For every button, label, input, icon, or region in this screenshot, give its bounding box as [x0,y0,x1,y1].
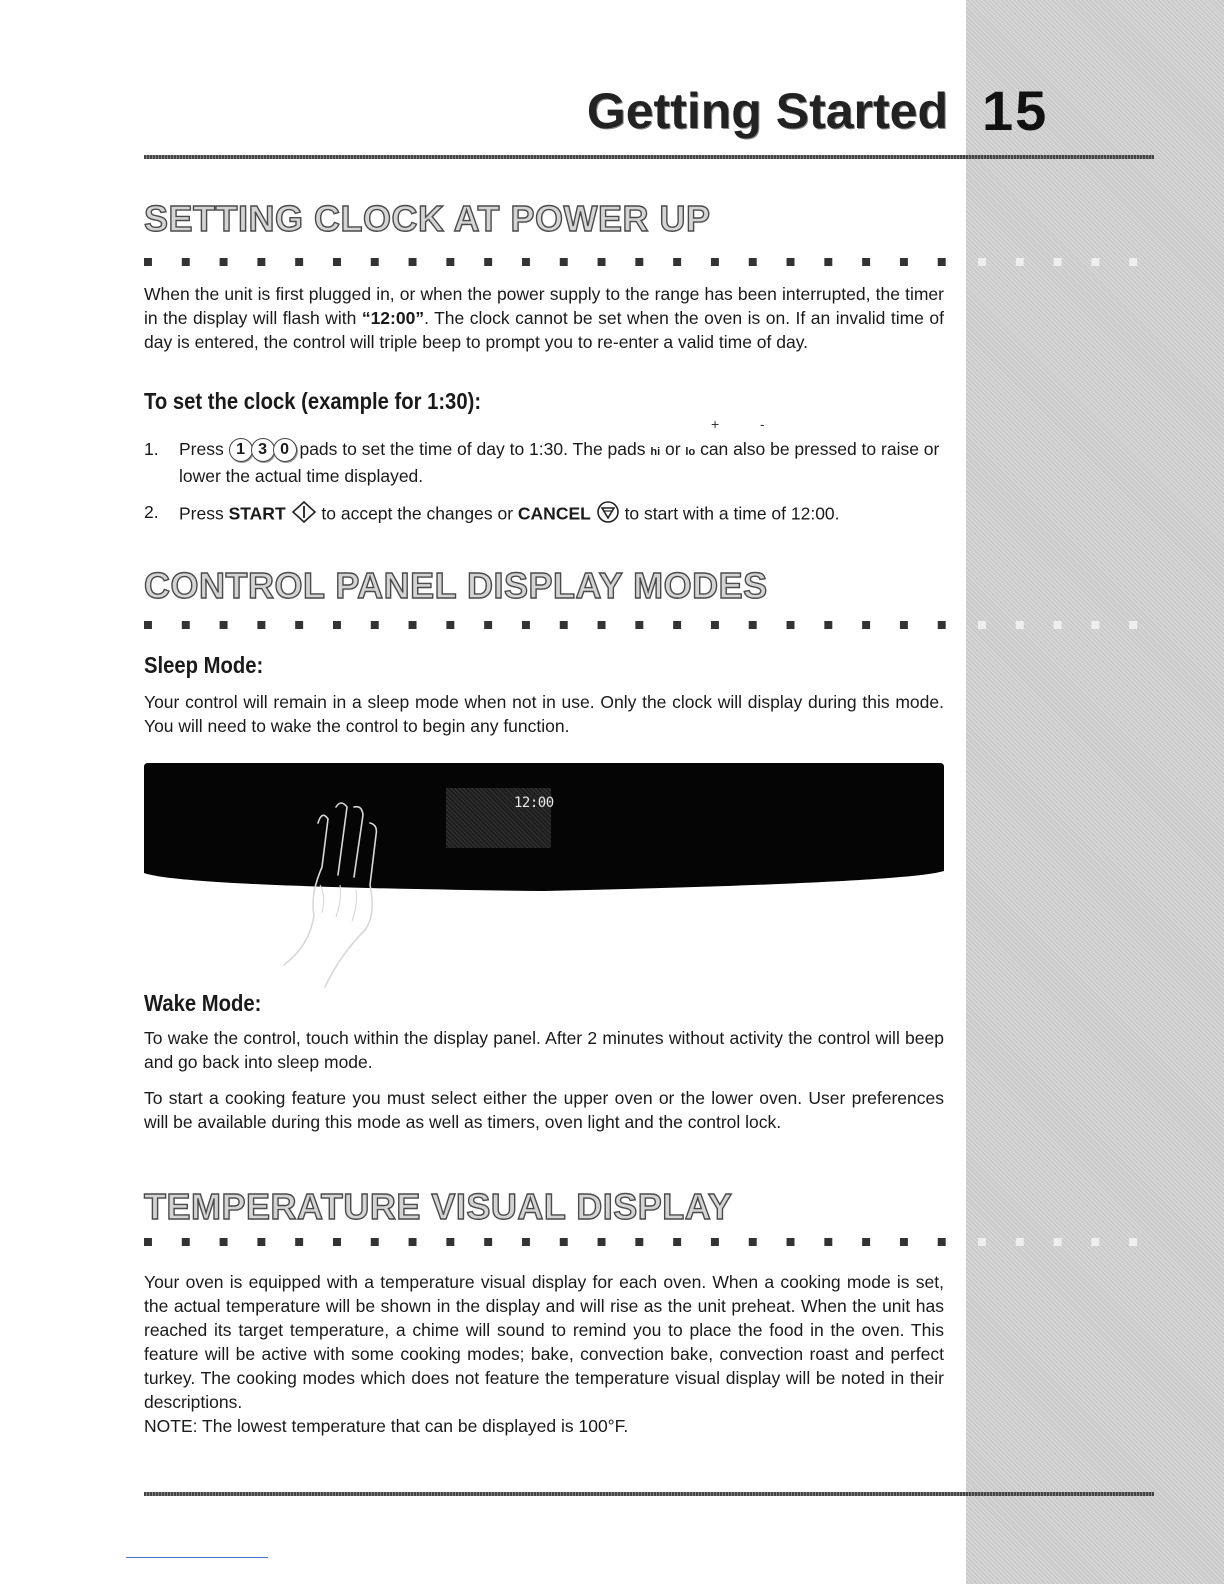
section-title-display-modes: CONTROL PANEL DISPLAY MODES [144,565,768,606]
page-header-title: Getting Started [586,83,948,139]
sleep-mode-paragraph: Your control will remain in a sleep mode when not in use. Only the clock will display during this mode. You will need to wake the control to begin any function. [144,692,944,736]
temperature-note: NOTE: The lowest temperature that can be displayed is 100°F. [144,1416,629,1436]
wake-mode-paragraph-2: To start a cooking feature you must select either the upper oven or the lower oven. User preferences will be available during this mode as well as timers, oven light and the control lock. [144,1088,944,1132]
lo-pad-label: lo [685,446,696,458]
temperature-paragraph: Your oven is equipped with a temperature visual display for each oven. When a cooking mode is set, the actual temperature will be shown in the display and will rise as the unit preheat. When the unit has reached its target temperature, a chime will sound to remind you to place the food in the oven. This feature will be active with some cooking modes; bake, convection bake, convection roast and perfect turkey. The cooking modes which does not feature the temperature visual display will be noted in their descriptions. [144,1272,944,1412]
section-title-clock: SETTING CLOCK AT POWER UP [144,198,711,239]
key-0-icon: 0 [273,438,297,462]
side-strip [966,0,1224,1584]
pad-plus-label: + [711,416,720,432]
sleep-mode-heading: Sleep Mode: [144,652,264,678]
wake-mode-heading: Wake Mode: [144,990,262,1016]
footer-rule [144,1492,1154,1496]
key-3-icon: 3 [251,438,275,462]
start-label: START [228,503,286,524]
page-number: 15 [982,79,1049,142]
start-icon [291,500,317,530]
cancel-label: CANCEL [517,503,591,524]
panel-display-time: 12:00 [514,795,554,811]
key-1-icon: 1 [229,438,253,462]
section-divider-dots [144,621,1154,631]
hand-icon [270,795,400,990]
section-title-temperature: TEMPERATURE VISUAL DISPLAY [144,1186,733,1227]
wake-mode-paragraph-1: To wake the control, touch within the display panel. After 2 minutes without activity the control will beep and go back into sleep mode. [144,1028,944,1072]
cancel-icon [596,500,620,530]
clock-intro-paragraph: When the unit is first plugged in, or when the power supply to the range has been interrupted, the timer in the display will flash with “12:00”. The clock cannot be set when the oven is on. If an invalid time of day is entered, the control will triple beep to prompt you to re-enter a valid time of day. [144,284,945,352]
header-rule [144,155,1154,159]
section-divider-dots [144,258,1154,268]
pad-minus-label: - [760,416,765,432]
section-divider-dots [144,1238,1154,1248]
hi-pad-label: hi [650,446,661,458]
footer-link-underline [126,1557,268,1558]
clock-subheading: To set the clock (example for 1:30): [144,388,482,414]
